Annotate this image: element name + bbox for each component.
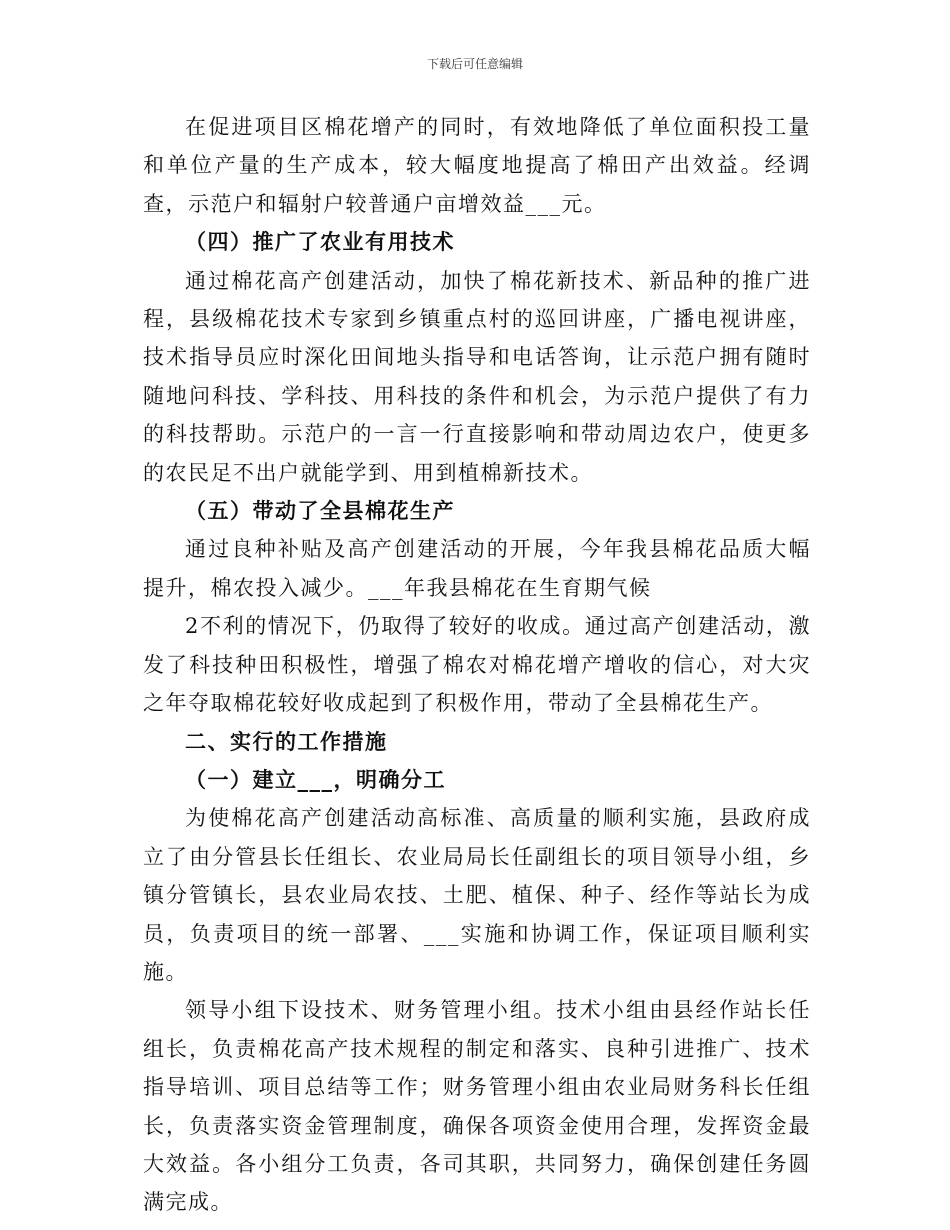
paragraph-county-production: 通过良种补贴及高产创建活动的开展，今年我县棉花品质大幅提升，棉农投入减少。___年我县棉花在生育期气候 [143, 537, 811, 600]
page-header-note: 下载后可任意编辑 [426, 57, 523, 71]
paragraph-subgroups: 领导小组下设技术、财务管理小组。技术小组由县经作站长任组长，负责棉花高产技术规程的制定和落实、良种引进推广、技术指导培训、项目总结等工作；财务管理小组由农业局财务科长任组长，负责落实资金管理制度，确保各项资金使用合理，发挥资金最大效益。各小组分工负责，各司其职，共同努力，确保创建任务圆满完成。 [143, 998, 811, 1215]
paragraph-leadership-group: 为使棉花高产创建活动高标准、高质量的顺利实施，县政府成立了由分管县长任组长、农业局局长任副组长的项目领导小组，乡镇分管镇长，县农业局农技、土肥、植保、种子、经作等站长为成员，负责项目的统一部署、___实施和协调工作，保证项目顺利实施。 [143, 806, 811, 984]
subsection-heading-1: （一）建立___，明确分工 [185, 767, 446, 792]
section-heading-5: （五）带动了全县棉花生产 [185, 499, 455, 524]
paragraph-harvest-result: 2不利的情况下，仍取得了较好的收成。通过高产创建活动，激发了科技种田积极性，增强了棉农对棉花增产增收的信心，对大灾之年夺取棉花较好收成起到了积极作用，带动了全县棉花生产。 [143, 614, 811, 716]
section-heading-measures: 二、实行的工作措施 [185, 729, 388, 754]
document-body [143, 108, 811, 1222]
section-heading-4: （四）推广了农业有用技术 [185, 230, 455, 255]
paragraph-cost-reduction: 在促进项目区棉花增产的同时，有效地降低了单位面积投工量和单位产量的生产成本，较大幅度地提高了棉田产出效益。经调查，示范户和辐射户较普通户亩增效益___元。 [143, 115, 811, 216]
paragraph-tech-promotion: 通过棉花高产创建活动，加快了棉花新技术、新品种的推广进程，县级棉花技术专家到乡镇重点村的巡回讲座，广播电视讲座，技术指导员应时深化田间地头指导和电话答询，让示范户拥有随时随地问科技、学科技、用科技的条件和机会，为示范户提供了有力的科技帮助。示范户的一言一行直接影响和带动周边农户，使更多的农民足不出户就能学到、用到植棉新技术。 [143, 268, 811, 485]
